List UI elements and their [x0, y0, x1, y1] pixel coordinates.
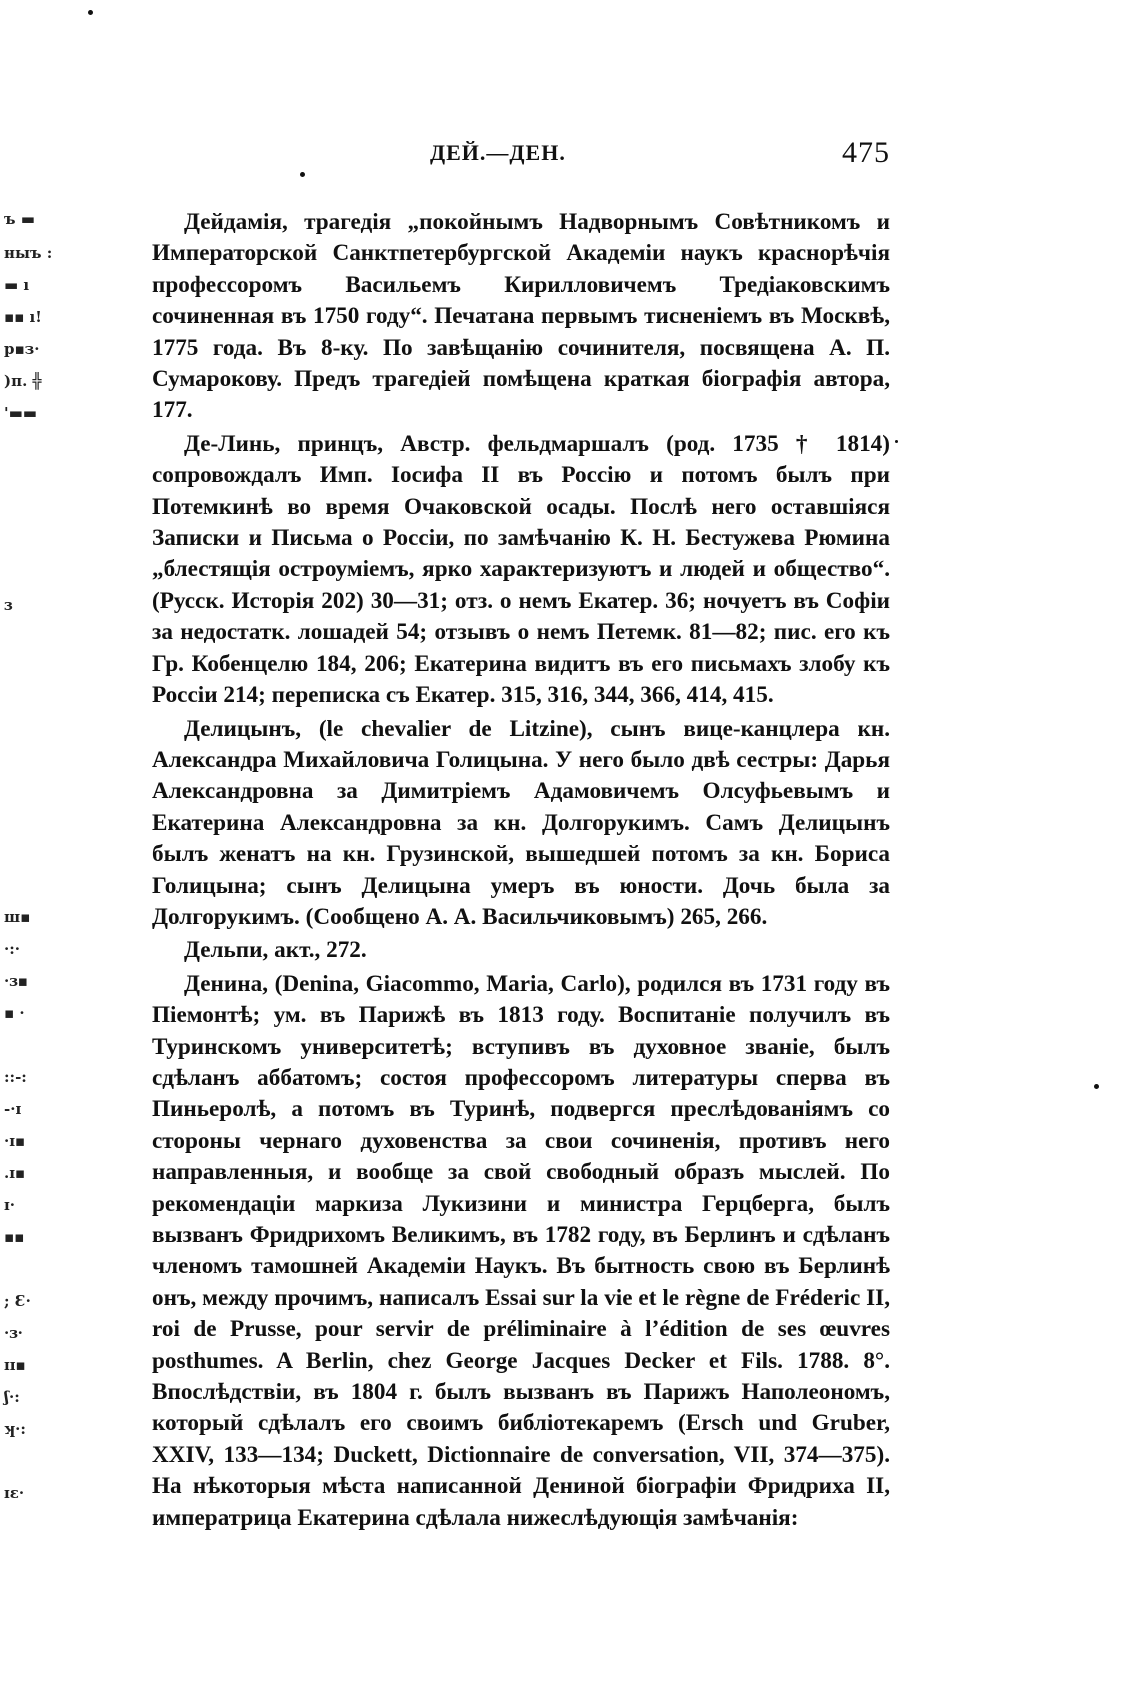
- margin-mark: ɪɛ·: [4, 1484, 25, 1502]
- entry-delpi: [152, 935, 890, 966]
- margin-mark: ɜ: [4, 596, 13, 614]
- margin-mark: ·ɜ▪: [4, 972, 28, 990]
- ink-speck: [1094, 1084, 1099, 1089]
- margin-mark: ъ ▬: [4, 210, 35, 228]
- margin-mark: ·:·: [4, 940, 20, 958]
- entry-text: принцъ, Австр. фельдмаршалъ (род. 1735 † 1814) сопровождалъ Имп. Іосифа II въ Россію и потомъ былъ при Потемкинѣ во время Очаковской осады. Послѣ него оставшіяся Записки и Письма о Россіи, по замѣчанію К. Н. Бестужева Рюмина „блестящія остроуміемъ, ярко характеризуютъ и людей и общество“. (Русск. Исторія 202) 30—31; отз. о немъ Екатер. 36; ночуетъ въ Софіи за недостатк. лошадей 54; отзывъ о немъ Петемк. 81—82; пис. его къ Гр. Кобенцелю 184, 206; Екатерина видитъ въ его письмахъ злобу къ Россіи 214; переписка съ Екатер. 315, 316, 344, 366, 414, 415.: [152, 430, 890, 709]
- entry-text: трагедія „покойнымъ Надворнымъ Совѣтникомъ и Императорской Санктпетербургской Академіи наукъ краснорѣчія профессоромъ Васильемъ Кирилловичемъ Тредіаковскимъ сочиненная въ 1750 году“. Печатана первымъ тисненіемъ въ Москвѣ, 1775 года. Въ 8-ку. По завѣщанію сочинителя, посвящена А. П. Сумарокову. Предъ трагедіей помѣщена краткая біографія автора, 177.: [152, 209, 890, 424]
- margin-mark: )п. ╬: [4, 372, 42, 390]
- entry-text: (Denina, Giacommo, Maria, Carlo), родился въ 1731 году въ Піемонтѣ; ум. въ Парижѣ въ 1813 году. Воспитаніе получилъ въ Туринскомъ университетѣ; вступивъ въ духовное званіе, былъ сдѣланъ аббатомъ; состоя профессоромъ литературы сперва въ Пиньеролѣ, а потомъ въ Туринѣ, подвергся преслѣдованіямъ со стороны чернаго духовенства за свои сочиненія, противъ него направленныя, и вообще за свой свободный образъ мыслей. По рекомендаціи маркиза Лукизини и министра Герцберга, былъ вызванъ Фридрихомъ Великимъ, въ 1782 году, въ Берлинъ и сдѣланъ членомъ тамошней Академіи Наукъ. Въ бытность свою въ Берлинѣ онъ, между прочимъ, написалъ Essai sur la vie et le règne de Fréderic II, roi de Prusse, pour servir de préliminaire à l’édition de ses œuvres posthumes. A Berlin, chez George Jacques Decker et Fils. 1788. 8°. Впослѣдствіи, въ 1804 г. былъ вызванъ въ Парижъ Наполеономъ, который сдѣлалъ его своимъ библіотекаремъ (Ersch und Gruber, XXIV, 133—134; Duckett, Dictionnaire de conversation, VII, 374—375). На нѣкоторыя мѣста написанной Дениной біографіи Фридриха II, императрица Екатерина сдѣлала нижеслѣдующія замѣчанія:: [152, 970, 890, 1531]
- entry-delitsyn: [152, 714, 890, 934]
- entry-heading: Дейдамія,: [184, 209, 288, 235]
- running-head: ДЕЙ.—ДЕН.: [430, 140, 566, 165]
- body-text: [152, 207, 890, 1536]
- entry-de-lin: [152, 429, 890, 712]
- entry-heading: Дельпи,: [184, 937, 269, 964]
- margin-mark: ɪɪ▪: [4, 1356, 26, 1374]
- entry-heading: Делицынъ,: [184, 715, 302, 742]
- margin-mark: ▬ ı: [4, 276, 30, 294]
- margin-mark: ʃ·:: [4, 1388, 20, 1406]
- margin-mark: '▬▬: [4, 404, 37, 422]
- ink-speck: [895, 440, 898, 443]
- entry-heading: Де-Линь,: [184, 430, 281, 457]
- margin-mark: -·ɪ: [4, 1100, 22, 1118]
- margin-bleed-marks: [0, 0, 80, 1704]
- margin-mark: ▪▪: [4, 1228, 25, 1246]
- margin-mark: р▪з·: [4, 340, 40, 358]
- entry-heading: Денина,: [184, 970, 268, 997]
- margin-mark: ▪ ·: [4, 1004, 25, 1022]
- page-number: 475: [842, 136, 890, 169]
- margin-mark: ::-:: [4, 1068, 27, 1086]
- margin-mark: ɪ·: [4, 1196, 15, 1214]
- margin-mark: ; Ɛ·: [4, 1292, 31, 1310]
- entry-text: (le chevalier de Litzine), сынъ вице-канцлера кн. Александра Михайловича Голицына. У него было двѣ сестры: Дарья Александровна за Димитріемъ Адамовичемъ Олсуфьевымъ и Екатерина Александровна за кн. Долгорукимъ. Самъ Делицынъ былъ женатъ на кн. Грузинской, вышедшей потомъ за кн. Бориса Голицына; сынъ Делицына умеръ въ юности. Дочь была за Долгорукимъ. (Сообщено А. А. Васильчиковымъ) 265, 266.: [152, 715, 890, 930]
- page-header: [150, 136, 890, 180]
- ink-speck: [88, 10, 93, 15]
- margin-mark: .ɪ▪: [4, 1164, 26, 1182]
- entry-text: акт., 272.: [268, 937, 367, 964]
- margin-mark: ʞ·:: [4, 1420, 26, 1438]
- margin-mark: ныъ :: [4, 244, 53, 262]
- entry-denina: [152, 969, 890, 1534]
- margin-mark: ·ɜ·: [4, 1324, 23, 1342]
- entry-deidamia: [152, 207, 890, 427]
- margin-mark: ▪▪ ı!: [4, 308, 42, 326]
- margin-mark: ·ɪ▪: [4, 1132, 26, 1150]
- margin-mark: ш▪: [4, 908, 31, 926]
